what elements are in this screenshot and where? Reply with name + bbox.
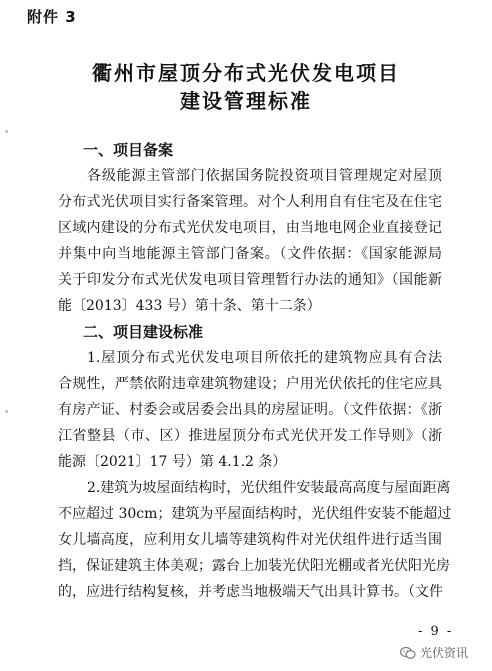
paragraph-line: 挡，保证建筑主体美观；露台上加装光伏阳光棚或者光伏阳光房: [58, 558, 450, 574]
section2-heading: 二、项目建设标准: [83, 323, 204, 341]
document-title-line2: 建设管理标准: [180, 89, 312, 113]
document-title-line1: 衢州市屋顶分布式光伏发电项目: [92, 61, 400, 85]
paragraph-line: 的，应进行结构复核，并考虑当地极端天气出具计算书。（文件: [58, 584, 443, 600]
paragraph-line: 不应超过 30cm；建筑为平屋面结构时，光伏组件安装不能超过: [58, 506, 452, 522]
paragraph-line: 分布式光伏项目实行备案管理。对个人利用自有住宅及在住宅: [58, 194, 442, 210]
attachment-label: 附件 3: [27, 8, 77, 26]
scan-mark: [5, 410, 8, 413]
paragraph-line: 各级能源主管部门依据国务院投资项目管理规定对屋顶: [87, 168, 442, 184]
paragraph-line: 并集中向当地能源主管部门备案。（文件依据：《国家能源局: [58, 246, 442, 262]
wechat-icon: [400, 646, 416, 660]
paragraph-line: 江省整县（市、区）推进屋顶分布式光伏开发工作导则》（浙: [58, 428, 442, 444]
paragraph-line: 关于印发分布式光伏发电项目管理暂行办法的通知》（国能新: [58, 272, 442, 288]
paragraph-line: 区域内建设的分布式光伏发电项目，由当地电网企业直接登记: [58, 220, 442, 236]
paragraph-line: 有房产证、村委会或居委会出具的房屋证明。（文件依据：《浙: [58, 402, 442, 418]
watermark-text: 光伏资讯: [420, 646, 469, 660]
paragraph-line: 1.屋顶分布式光伏发电项目所依托的建筑物应具有合法: [87, 350, 442, 366]
page-number: - 9 -: [418, 624, 454, 639]
paragraph-line: 合规性，严禁依附违章建筑物建设；户用光伏依托的住宅应具: [58, 376, 442, 392]
paragraph-line: 女儿墙高度，应利用女儿墙等建筑构件对光伏组件进行适当围: [58, 532, 442, 548]
paragraph-line: 能源〔2021〕17 号）第 4.1.2 条）: [58, 454, 287, 470]
section1-heading: 一、项目备案: [83, 141, 174, 159]
paragraph-line: 2.建筑为坡屋面结构时，光伏组件安装最高高度与屋面距离: [87, 480, 451, 496]
scan-mark: [5, 130, 8, 133]
watermark: [400, 644, 468, 661]
paragraph-line: 能〔2013〕433 号）第十条、第十二条）: [58, 298, 321, 314]
